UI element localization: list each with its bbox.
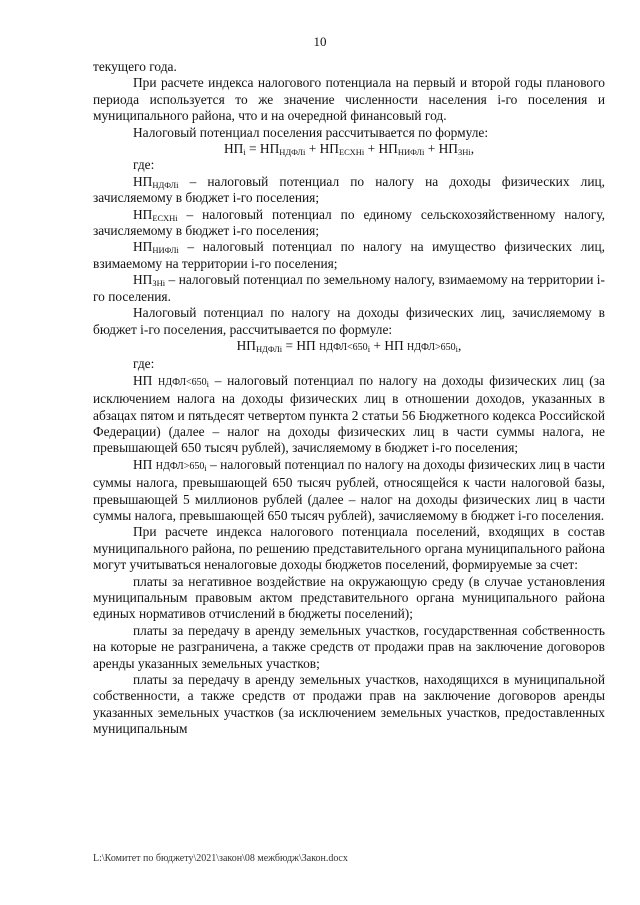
footer-file-path: L:\Комитет по бюджету\2021\закон\08 межбюдж\Закон.docx	[93, 853, 348, 864]
definition-nifl: $НП_{НИФЛi}$ – налоговый потенциал по налогу на имущество физических лиц, взимаемому на территории i-го поселения;	[93, 239, 605, 271]
paragraph-ndfl-formula-intro: Налоговый потенциал по налогу на доходы физических лиц, зачисляемому в бюджет i-го поселения, рассчитывается по формуле:	[93, 305, 605, 337]
where-label: где:	[133, 356, 155, 372]
formula-ndfl-tax-potential: $НП_{НДФЛi}$ = НП $НДФЛ<650_i$ + НП $НДФЛ>650_i$,	[236, 337, 462, 354]
paragraph-municipal-land-lease: платы за передачу в аренду земельных участков, находящихся в муниципальной собственности, а также средств от продажи прав на заключение договоров аренды указанных земельных участков (за исключением земельных участков, предоставленных муниципальным	[93, 672, 605, 737]
definition-eshn: $НП_{ЕСХНi}$ – налоговый потенциал по единому сельскохозяйственному налогу, зачисляемому в бюджет i-го поселения;	[93, 206, 605, 239]
paragraph-state-land-lease: платы за передачу в аренду земельных участков, государственная собственность на которые не разграничена, а также средств от продажи прав на заключение договоров аренды указанных земельных участков;	[93, 622, 605, 671]
formula-settlement-tax-potential: $НП_i = НП_{НДФЛi} + НП_{ЕСХНi} + НП_{НИФЛi} + НП_{ЗНi}$,	[223, 141, 475, 158]
definition-zn: $НП_{ЗНi}$ – налоговый потенциал по земельному налогу, взимаемому на территории i-го поселения.	[93, 272, 605, 304]
definition-ndfl-below-650: НП $НДФЛ<650_i$ – налоговый потенциал по налогу на доходы физических лиц (за исключением налога на доходы физических лиц в отношении доходов, указанных в абзацах пятом и пятьдесят четвертом пункта 2 статьи 56 Бюджетного кодекса Российской Федерации) (далее – налог на доходы физических лиц в части суммы налога, не превышающей 650 тысяч рублей), зачисляемому в бюджет i-го поселения;	[93, 372, 605, 456]
page-number: 10	[313, 34, 327, 49]
definition-ndfl: $НП_{НДФЛi}$ – налоговый потенциал по налогу на доходы физических лиц, зачисляемому в бюджет i-го поселения;	[93, 173, 605, 206]
paragraph-environment-fee: платы за негативное воздействие на окружающую среду (в случае установления муниципальным правовым актом представительного органа муниципального района единых нормативов отчислений в бюджеты поселений);	[93, 573, 605, 622]
where-label: где:	[133, 157, 155, 173]
paragraph-continuation: текущего года.	[93, 59, 177, 74]
paragraph-non-tax-revenues: При расчете индекса налогового потенциала поселений, входящих в состав муниципального района, по решению представительного органа муниципального района могут учитываться неналоговые доходы бюджетов поселений, формируемые за счет:	[93, 524, 605, 573]
paragraph-planning-period: При расчете индекса налогового потенциала на первый и второй годы планового периода используется то же значение численности населения i-го поселения и муниципального района, что и на очередной финансовый год.	[93, 75, 605, 124]
paragraph-formula-intro: Налоговый потенциал поселения рассчитывается по формуле:	[133, 124, 489, 140]
document-body	[93, 59, 605, 738]
definition-ndfl-above-650: НП $НДФЛ>650_i$ – налоговый потенциал по налогу на доходы физических лиц в части суммы налога, превышающей 650 тысяч рублей, относящейся к части налоговой базы, превышающей 5 миллионов рублей (далее – налог на доходы физических лиц в части суммы налога, превышающей 650 тысяч рублей), зачисляемому в бюджет i-го поселения.	[93, 456, 605, 523]
